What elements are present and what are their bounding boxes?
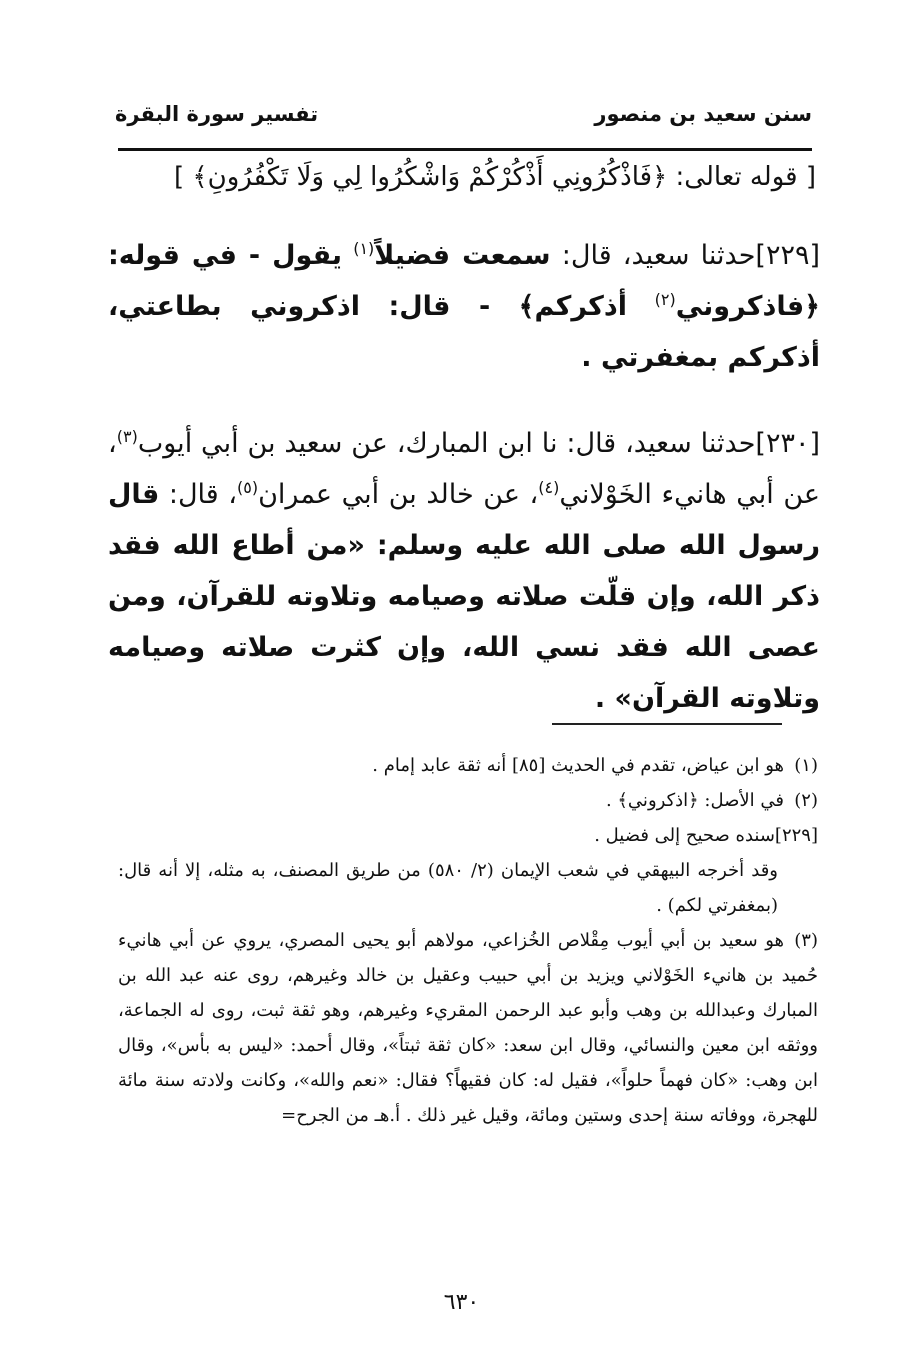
footnote-number: (١)	[794, 755, 818, 776]
footnote-comment	[118, 853, 818, 923]
footnote-marker: (١)	[353, 239, 375, 258]
hadith-230	[108, 418, 820, 724]
hadith-text-bold: أذكركم﴾ - قال: اذكروني بطاعتي، أذكركم بمغفرتي .	[108, 291, 820, 373]
footnote-number: (٢)	[794, 790, 818, 811]
footnote	[118, 783, 818, 818]
running-header	[115, 96, 812, 136]
hadith-text-bold: يقول - في قوله: ﴿فاذكروني	[108, 240, 820, 322]
footnote	[118, 748, 818, 783]
hadith-number: [٢٣٠]	[755, 428, 820, 459]
hadith-isnad: ، عن خالد بن أبي عمران	[258, 479, 539, 510]
footnote-rule	[552, 723, 782, 725]
footnote-comment	[118, 818, 818, 853]
footnote	[118, 923, 818, 1133]
footnote-number: (٣)	[794, 930, 818, 951]
header-rule	[118, 148, 812, 151]
footnote-text: في الأصل: ﴿اذكروني﴾ .	[605, 790, 784, 811]
header-section-title: تفسير سورة البقرة	[115, 102, 319, 126]
footnotes	[118, 748, 818, 1133]
footnote-text: وقد أخرجه البيهقي في شعب الإيمان (٢/ ٥٨٠) من طريق المصنف، به مثله، إلا أنه قال: (بمغفرتي لكم) .	[118, 860, 779, 916]
hadith-isnad: ، عن أبي هانيء الخَوْلاني	[108, 428, 820, 510]
chapter-heading: [ قوله تعالى: ﴿فَاذْكُرُونِي أَذْكُرْكُمْ وَاشْكُرُوا لِي وَلَا تَكْفُرُونِ﴾ ]	[173, 162, 816, 192]
page-number: ٦٣٠	[443, 1290, 480, 1315]
hadith-matn-bold: قال رسول الله صلى الله عليه وسلم: «من أطاع الله فقد ذكر الله، وإن قلّت صلاته وصيامه وتلاوته للقرآن، ومن عصى الله فقد نسي الله، وإن كثرت صلاته وصيامه وتلاوته القرآن» .	[108, 479, 820, 714]
footnote-text: [٢٢٩]سنده صحيح إلى فضيل .	[594, 825, 818, 846]
hadith-intro: حدثنا سعيد، قال:	[561, 240, 756, 271]
hadith-number: [٢٢٩]	[755, 240, 821, 271]
footnote-marker: (٥)	[237, 478, 259, 497]
header-book-title: سنن سعيد بن منصور	[594, 102, 812, 126]
hadith-isnad: ، قال:	[168, 479, 237, 510]
footnote-marker: (٣)	[116, 427, 138, 446]
footnote-marker: (٤)	[538, 478, 560, 497]
footnote-text: هو سعيد بن أبي أيوب مِقْلاص الخُزاعي، مولاهم أبو يحيى المصري، يروي عن أبي هانيء حُميد بن هانيء الخَوْلاني ويزيد بن أبي حبيب وعقيل بن خالد وغيرهم، روى عنه عبد الله بن المبارك وعبدالله بن وهب وأبو عبد الرحمن المقريء وغيرهم، وهو ثقة ثبت، روى له الجماعة، ووثقه ابن معين والنسائي، وقال ابن سعد: «كان ثقة ثبتاً»، وقال أحمد: «ليس به بأس»، وقال ابن وهب: «كان فهماً حلواً»، فقيل له: كان فقيهاً؟ فقال: «نعم والله»، وكانت ولادته سنة مائة للهجرة، ووفاته سنة إحدى وستين ومائة، وقيل غير ذلك . أ.هـ من الجرح=	[118, 930, 818, 1126]
hadith-isnad: حدثنا سعيد، قال: نا ابن المبارك، عن سعيد بن أبي أيوب	[137, 428, 756, 459]
hadith-text-bold: سمعت فضيلاً	[374, 240, 551, 271]
footnote-text: هو ابن عياض، تقدم في الحديث [٨٥] أنه ثقة عابد إمام .	[372, 755, 784, 776]
footnote-marker: (٢)	[654, 290, 676, 309]
hadith-229	[108, 230, 820, 383]
